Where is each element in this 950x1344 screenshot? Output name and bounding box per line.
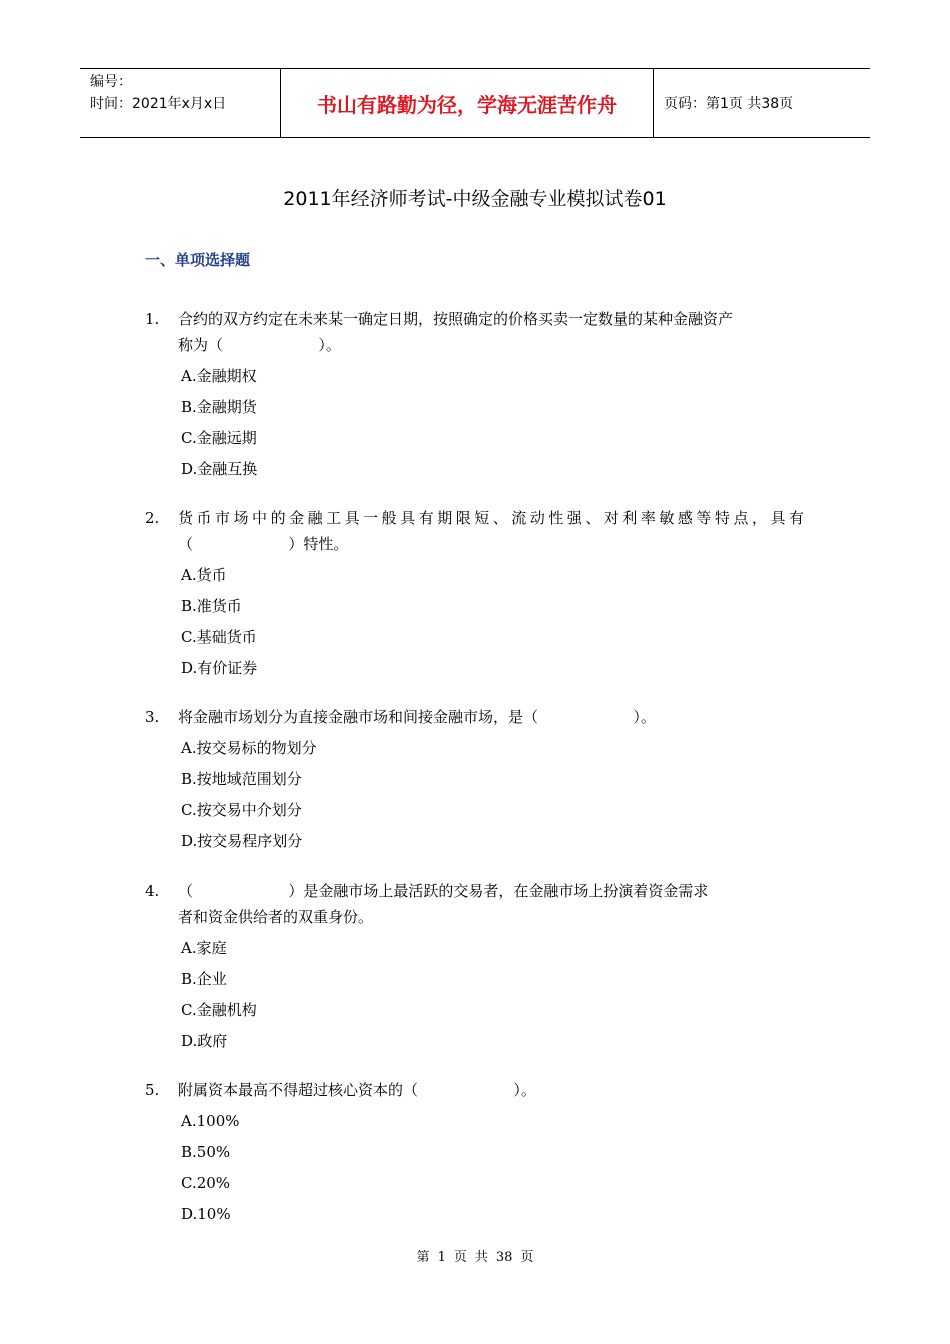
option-b: B.准货币	[181, 597, 242, 615]
question-text-line: 货币市场中的金融工具一般具有期限短、流动性强、对利率敏感等特点，具有	[178, 509, 804, 527]
option-b: B.金融期货	[181, 398, 257, 416]
option-c: C.20%	[181, 1174, 231, 1192]
question-number: 1.	[145, 310, 160, 328]
question-number: 3.	[145, 708, 160, 726]
question-number: 5.	[145, 1081, 160, 1099]
footer-page-unit: 页	[453, 1250, 467, 1265]
question-text-line: （ ）是金融市场上最活跃的交易者，在金融市场上扮演着资金需求	[178, 882, 709, 900]
question-text-line: 附属资本最高不得超过核心资本的（ ）。	[178, 1081, 536, 1099]
question-text-line: 将金融市场划分为直接金融市场和间接金融市场，是（ ）。	[178, 708, 656, 726]
footer-total-number: 38	[495, 1250, 513, 1265]
document-title: 2011年经济师考试-中级金融专业模拟试卷01	[283, 188, 667, 210]
footer-page-word: 第	[416, 1250, 430, 1265]
option-c: C.按交易中介划分	[181, 801, 302, 819]
option-d: D.金融互换	[181, 460, 258, 478]
question-text-line: 合约的双方约定在未来某一确定日期，按照确定的价格买卖一定数量的某种金融资产	[178, 310, 734, 328]
option-a: A.100%	[181, 1112, 240, 1130]
question-3	[145, 704, 807, 859]
footer-page-number: 1	[437, 1250, 446, 1265]
option-d: D.10%	[181, 1205, 231, 1223]
option-a: A.金融期权	[181, 367, 257, 385]
question-4	[145, 878, 807, 1059]
option-b: B.按地域范围划分	[181, 770, 302, 788]
question-text-line: 者和资金供给者的双重身份。	[178, 908, 374, 926]
question-number: 2.	[145, 509, 160, 527]
header-table	[80, 68, 870, 138]
header-page-info: 页码：第1页 共38页	[664, 96, 794, 112]
question-number: 4.	[145, 882, 160, 900]
header-motto: 书山有路勤为径，学海无涯苦作舟	[280, 69, 654, 137]
question-text-line: （ ）特性。	[178, 535, 349, 553]
time-label: 时间：2021年x月x日	[90, 96, 227, 112]
option-c: C.金融远期	[181, 429, 257, 447]
option-d: D.按交易程序划分	[181, 832, 303, 850]
option-c: C.金融机构	[181, 1001, 257, 1019]
question-2	[145, 505, 807, 686]
option-d: D.有价证券	[181, 659, 258, 677]
option-a: A.按交易标的物划分	[181, 739, 317, 757]
footer-total-unit: 页	[520, 1250, 534, 1265]
option-c: C.基础货币	[181, 628, 257, 646]
option-d: D.政府	[181, 1032, 228, 1050]
option-b: B.企业	[181, 970, 227, 988]
footer-total-word: 共	[474, 1250, 488, 1265]
option-a: A.货币	[181, 566, 227, 584]
number-label: 编号：	[90, 74, 132, 90]
page-footer	[0, 1246, 950, 1265]
option-b: B.50%	[181, 1143, 231, 1161]
question-5	[145, 1077, 807, 1232]
question-1	[145, 306, 807, 487]
section-heading: 一、单项选择题	[145, 251, 251, 269]
question-text-line: 称为（ ）。	[178, 336, 341, 354]
header-meta	[80, 69, 280, 137]
option-a: A.家庭	[181, 939, 227, 957]
